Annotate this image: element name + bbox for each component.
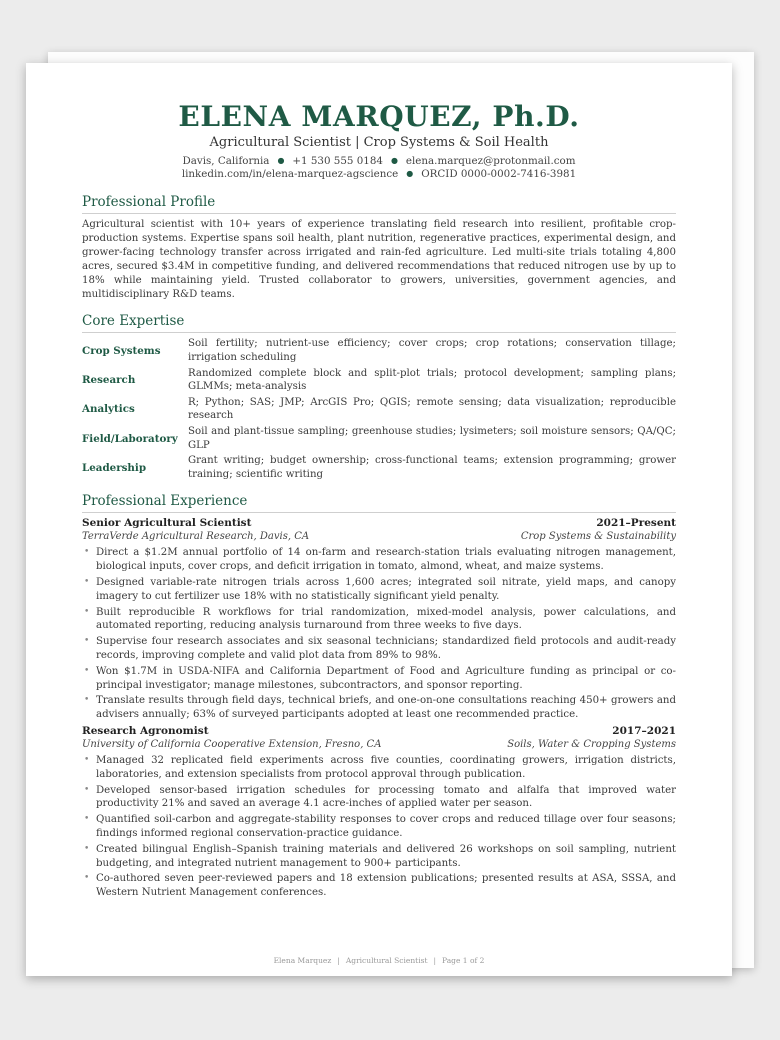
list-item <box>82 576 676 604</box>
separator-dot: ● <box>390 156 398 165</box>
section-title-expertise: Core Expertise <box>82 313 676 333</box>
bullet-icon: • <box>84 695 90 706</box>
separator-dot: ● <box>406 169 414 178</box>
candidate-subtitle: Agricultural Scientist | Crop Systems & Soil Health <box>209 135 549 150</box>
job-organization: University of California Cooperative Extension, Fresno, CA <box>82 738 382 750</box>
expertise-label: Field/Laboratory <box>82 432 178 445</box>
expertise-text: Soil and plant-tissue sampling; greenhouse studies; lysimeters; soil moisture sensors; QA/QC; GLP <box>188 426 676 451</box>
job-header <box>82 517 676 530</box>
expertise-label: Crop Systems <box>82 345 161 358</box>
list-item <box>82 665 676 693</box>
expertise-text: Soil fertility; nutrient-use efficiency; cover crops; crop rotations; conservation tillage; irrigation scheduling <box>188 338 676 364</box>
expertise-text: Grant writing; budget ownership; cross-functional teams; extension programming; grower training; scientific writing <box>188 455 676 480</box>
job-organization: TerraVerde Agricultural Research, Davis, CA <box>82 531 310 543</box>
list-item <box>82 843 676 871</box>
list-item <box>82 635 676 663</box>
bullet-text: Supervise four research associates and six seasonal technicians; standardized field protocols and audit-ready records, improving complete and valid plot data from 89% to 98%. <box>96 636 676 661</box>
bullet-icon: • <box>84 665 90 676</box>
expertise-row <box>82 367 676 394</box>
bullet-icon: • <box>84 547 90 558</box>
footer-title: Agricultural Scientist <box>345 956 428 965</box>
bullet-text: Co-authored seven peer-reviewed papers and 18 extension publications; presented results at ASA, SSSA, and Western Nutrient Management conferences. <box>96 873 676 899</box>
expertise-text: Randomized complete block and split-plot trials; protocol development; sampling plans; GLMMs; meta-analysis <box>188 367 676 393</box>
contact-line-2 <box>82 168 676 181</box>
bullet-text: Won $1.7M in USDA-NIFA and California Department of Food and Agriculture funding as principal or co-principal investigator; manage milestones, subcontractors, and sponsor reporting. <box>96 665 676 691</box>
footer-separator: | <box>433 956 436 965</box>
list-item <box>82 606 676 634</box>
expertise-row <box>82 454 676 481</box>
expertise-list <box>82 337 676 481</box>
bullet-icon: • <box>84 606 90 617</box>
job-subheader <box>82 738 676 751</box>
resume-header <box>82 101 676 181</box>
bullet-text: Managed 32 replicated field experiments across five counties, coordinating growers, irrigation districts, laboratories, and extension specialists from protocol approval through publication. <box>96 754 676 780</box>
orcid: ORCID 0000-0002-7416-3981 <box>421 168 577 180</box>
job-focus: Crop Systems & Sustainability <box>520 531 676 543</box>
email: elena.marquez@protonmail.com <box>405 155 576 167</box>
bullet-text: Built reproducible R workflows for trial randomization, mixed-model analysis, power calculations, and automated reporting, reducing analysis turnaround from three weeks to five days. <box>96 606 676 632</box>
job-role: Senior Agricultural Scientist <box>82 517 252 530</box>
list-item <box>82 754 676 782</box>
bullet-text: Translate results through field days, technical briefs, and one-on-one consultations reaching 450+ growers and advisers annually; 63% of surveyed participants adopted at least one recommended practice. <box>96 695 676 721</box>
footer-page-number: Page 1 of 2 <box>442 956 485 965</box>
bullet-icon: • <box>84 636 90 647</box>
contact-line-1 <box>82 155 676 168</box>
job-role: Research Agronomist <box>82 724 209 737</box>
candidate-name: ELENA MARQUEZ, Ph.D. <box>178 100 580 133</box>
expertise-row <box>82 425 676 452</box>
separator-dot: ● <box>277 156 285 165</box>
expertise-label: Research <box>82 374 136 387</box>
bullet-text: Designed variable-rate nitrogen trials across 1,600 acres; integrated soil nitrate, yield maps, and canopy imagery to cut fertilizer use 18% with no statistically significant yield penalty. <box>96 576 676 602</box>
resume-content <box>82 101 676 902</box>
section-title-experience: Professional Experience <box>82 493 676 513</box>
bullet-icon: • <box>84 843 90 854</box>
bullet-icon: • <box>84 754 90 765</box>
bullet-text: Developed sensor-based irrigation schedules for processing tomato and alfalfa that improved water productivity 21% and saved an average 4.1 acre-inches of applied water per season. <box>96 784 676 810</box>
footer-separator: | <box>337 956 340 965</box>
job-subheader <box>82 530 676 543</box>
expertise-row <box>82 396 676 423</box>
expertise-label: Analytics <box>82 403 135 416</box>
footer-name: Elena Marquez <box>273 956 332 965</box>
list-item <box>82 784 676 812</box>
expertise-row <box>82 337 676 364</box>
job-focus: Soils, Water & Cropping Systems <box>507 738 676 750</box>
list-item <box>82 546 676 574</box>
expertise-text: R; Python; SAS; JMP; ArcGIS Pro; QGIS; remote sensing; data visualization; reproducible research <box>188 396 676 422</box>
job-entry <box>82 517 676 722</box>
bullet-icon: • <box>84 814 90 825</box>
section-title-profile: Professional Profile <box>82 194 676 214</box>
resume-page <box>26 63 732 976</box>
bullet-text: Quantified soil-carbon and aggregate-stability responses to cover crops and reduced tillage over four seasons; findings informed regional conservation-practice guidance. <box>96 814 676 839</box>
list-item <box>82 813 676 841</box>
list-item <box>82 872 676 900</box>
profile-text: Agricultural scientist with 10+ years of experience translating field research into resilient, profitable crop-production systems. Expertise spans soil health, plant nutrition, regenerative practices, experimental design, and grower-facing technology transfer across irrigated and rain-fed agriculture. Led multi-site trials totaling 4,800 acres, secured $3.4M in competitive funding, and delivered recommendations that reduced nitrogen use by up to 18% while maintaining yield. Trusted collaborator to growers, universities, government agencies, and multidisciplinary R&D teams. <box>82 219 676 300</box>
job-dates: 2021–Present <box>596 517 676 530</box>
bullet-icon: • <box>84 873 90 884</box>
list-item <box>82 694 676 722</box>
phone: +1 530 555 0184 <box>292 155 383 167</box>
bullet-icon: • <box>84 784 90 795</box>
expertise-label: Leadership <box>82 461 147 474</box>
bullet-icon: • <box>84 576 90 587</box>
bullet-text: Created bilingual English–Spanish training materials and delivered 26 workshops on soil sampling, nutrient budgeting, and integrated nutrient management to 900+ participants. <box>96 843 676 869</box>
job-dates: 2017–2021 <box>612 724 676 737</box>
bullet-text: Direct a $1.2M annual portfolio of 14 on-farm and research-station trials evaluating nitrogen management, biological inputs, cover crops, and deficit irrigation in tomato, almond, wheat, and maize systems. <box>96 547 676 573</box>
job-entry <box>82 725 676 900</box>
job-bullets <box>82 546 676 722</box>
page-footer <box>26 956 732 965</box>
job-header <box>82 725 676 738</box>
job-bullets <box>82 754 676 900</box>
location: Davis, California <box>182 155 270 167</box>
linkedin: linkedin.com/in/elena-marquez-agscience <box>181 168 399 180</box>
